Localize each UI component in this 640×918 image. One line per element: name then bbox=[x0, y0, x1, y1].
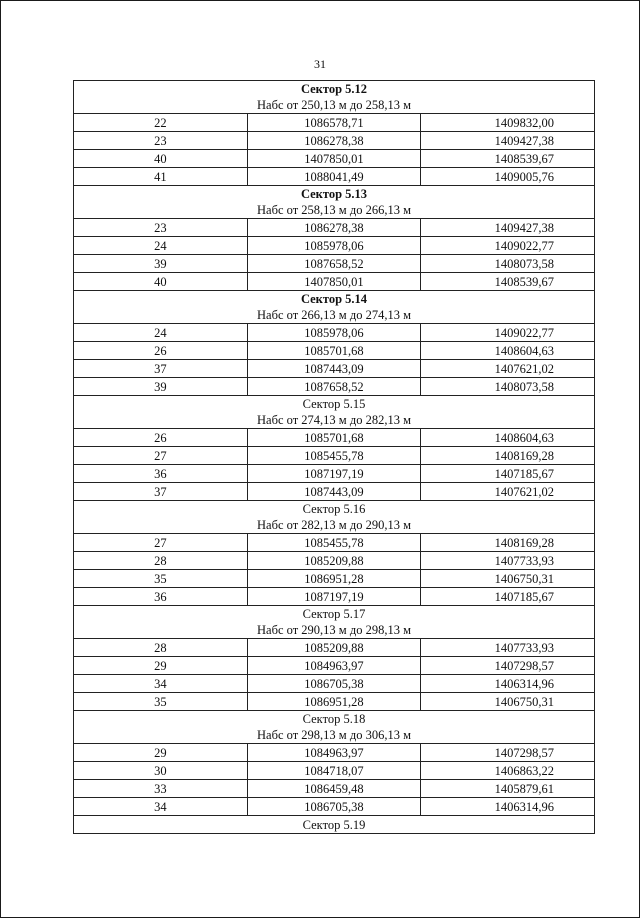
sector-header-row bbox=[74, 81, 595, 114]
point-number-cell: 39 bbox=[74, 378, 248, 396]
table-row bbox=[74, 552, 595, 570]
y-coordinate-cell: 1408539,67 bbox=[421, 273, 595, 291]
sector-range: Набс от 282,13 м до 290,13 м bbox=[257, 518, 411, 532]
y-coordinate-cell: 1406314,96 bbox=[421, 798, 595, 816]
y-coordinate-cell: 1407185,67 bbox=[421, 588, 595, 606]
page-number: 31 bbox=[314, 57, 326, 71]
sector-header-row bbox=[74, 291, 595, 324]
x-coordinate-cell: 1087658,52 bbox=[247, 378, 421, 396]
y-coordinate-cell: 1408073,58 bbox=[421, 255, 595, 273]
table-row bbox=[74, 378, 595, 396]
table-row bbox=[74, 534, 595, 552]
sector-header-row bbox=[74, 816, 595, 834]
y-coordinate-cell: 1409022,77 bbox=[421, 237, 595, 255]
sector-range: Набс от 258,13 м до 266,13 м bbox=[257, 203, 411, 217]
x-coordinate-cell: 1085978,06 bbox=[247, 324, 421, 342]
sector-title: Сектор 5.19 bbox=[302, 817, 366, 832]
y-coordinate-cell: 1406863,22 bbox=[421, 762, 595, 780]
y-coordinate-cell: 1409832,00 bbox=[421, 114, 595, 132]
point-number-cell: 37 bbox=[74, 360, 248, 378]
y-coordinate-cell: 1407621,02 bbox=[421, 483, 595, 501]
x-coordinate-cell: 1087197,19 bbox=[247, 588, 421, 606]
sector-range: Набс от 298,13 м до 306,13 м bbox=[257, 728, 411, 742]
x-coordinate-cell: 1087443,09 bbox=[247, 483, 421, 501]
y-coordinate-cell: 1406750,31 bbox=[421, 693, 595, 711]
y-coordinate-cell: 1409427,38 bbox=[421, 219, 595, 237]
y-coordinate-cell: 1409005,76 bbox=[421, 168, 595, 186]
point-number-cell: 36 bbox=[74, 588, 248, 606]
y-coordinate-cell: 1407733,93 bbox=[421, 552, 595, 570]
y-coordinate-cell: 1409022,77 bbox=[421, 324, 595, 342]
y-coordinate-cell: 1408169,28 bbox=[421, 447, 595, 465]
x-coordinate-cell: 1087443,09 bbox=[247, 360, 421, 378]
x-coordinate-cell: 1085209,88 bbox=[247, 639, 421, 657]
table-row bbox=[74, 429, 595, 447]
sector-title: Сектор 5.16 bbox=[302, 502, 366, 516]
y-coordinate-cell: 1407733,93 bbox=[421, 639, 595, 657]
table-row bbox=[74, 447, 595, 465]
sector-header bbox=[74, 396, 595, 429]
point-number-cell: 34 bbox=[74, 675, 248, 693]
point-number-cell: 27 bbox=[74, 534, 248, 552]
y-coordinate-cell: 1407298,57 bbox=[421, 744, 595, 762]
x-coordinate-cell: 1407850,01 bbox=[247, 150, 421, 168]
point-number-cell: 36 bbox=[74, 465, 248, 483]
sector-range: Набс от 274,13 м до 282,13 м bbox=[257, 413, 411, 427]
x-coordinate-cell: 1084963,97 bbox=[247, 657, 421, 675]
table-row bbox=[74, 465, 595, 483]
point-number-cell: 28 bbox=[74, 639, 248, 657]
x-coordinate-cell: 1085455,78 bbox=[247, 447, 421, 465]
point-number-cell: 28 bbox=[74, 552, 248, 570]
table-row bbox=[74, 693, 595, 711]
point-number-cell: 30 bbox=[74, 762, 248, 780]
table-row bbox=[74, 639, 595, 657]
x-coordinate-cell: 1085701,68 bbox=[247, 342, 421, 360]
sector-header bbox=[74, 816, 595, 834]
sector-header bbox=[74, 291, 595, 324]
sector-header bbox=[74, 501, 595, 534]
point-number-cell: 35 bbox=[74, 570, 248, 588]
y-coordinate-cell: 1407185,67 bbox=[421, 465, 595, 483]
x-coordinate-cell: 1085455,78 bbox=[247, 534, 421, 552]
point-number-cell: 40 bbox=[74, 273, 248, 291]
table-row bbox=[74, 657, 595, 675]
table-row bbox=[74, 588, 595, 606]
sector-header-row bbox=[74, 501, 595, 534]
sector-range: Набс от 266,13 м до 274,13 м bbox=[257, 308, 411, 322]
table-row bbox=[74, 114, 595, 132]
sector-range: Набс от 250,13 м до 258,13 м bbox=[257, 98, 411, 112]
x-coordinate-cell: 1086951,28 bbox=[247, 693, 421, 711]
point-number-cell: 34 bbox=[74, 798, 248, 816]
table-row bbox=[74, 780, 595, 798]
x-coordinate-cell: 1084718,07 bbox=[247, 762, 421, 780]
point-number-cell: 40 bbox=[74, 150, 248, 168]
sector-title: Сектор 5.18 bbox=[302, 712, 366, 726]
table-row bbox=[74, 324, 595, 342]
x-coordinate-cell: 1085209,88 bbox=[247, 552, 421, 570]
x-coordinate-cell: 1085701,68 bbox=[247, 429, 421, 447]
sector-header bbox=[74, 711, 595, 744]
sector-range: Набс от 290,13 м до 298,13 м bbox=[257, 623, 411, 637]
sector-header-row bbox=[74, 186, 595, 219]
sector-header bbox=[74, 186, 595, 219]
sector-header-row bbox=[74, 606, 595, 639]
table-row bbox=[74, 675, 595, 693]
point-number-cell: 24 bbox=[74, 324, 248, 342]
table-row bbox=[74, 237, 595, 255]
table-row bbox=[74, 570, 595, 588]
point-number-cell: 26 bbox=[74, 429, 248, 447]
table-row bbox=[74, 168, 595, 186]
table-row bbox=[74, 150, 595, 168]
sector-header bbox=[74, 606, 595, 639]
point-number-cell: 29 bbox=[74, 657, 248, 675]
point-number-cell: 24 bbox=[74, 237, 248, 255]
sector-title: Сектор 5.15 bbox=[302, 397, 366, 411]
point-number-cell: 23 bbox=[74, 219, 248, 237]
table-row bbox=[74, 219, 595, 237]
table-row bbox=[74, 132, 595, 150]
x-coordinate-cell: 1087658,52 bbox=[247, 255, 421, 273]
table-row bbox=[74, 360, 595, 378]
sector-title: Сектор 5.12 bbox=[300, 82, 368, 96]
point-number-cell: 37 bbox=[74, 483, 248, 501]
point-number-cell: 22 bbox=[74, 114, 248, 132]
x-coordinate-cell: 1086578,71 bbox=[247, 114, 421, 132]
table-row bbox=[74, 744, 595, 762]
x-coordinate-cell: 1086278,38 bbox=[247, 132, 421, 150]
table-row bbox=[74, 342, 595, 360]
y-coordinate-cell: 1408604,63 bbox=[421, 342, 595, 360]
y-coordinate-cell: 1409427,38 bbox=[421, 132, 595, 150]
sector-title: Сектор 5.13 bbox=[300, 187, 368, 201]
sector-header-row bbox=[74, 396, 595, 429]
x-coordinate-cell: 1407850,01 bbox=[247, 273, 421, 291]
point-number-cell: 41 bbox=[74, 168, 248, 186]
point-number-cell: 35 bbox=[74, 693, 248, 711]
point-number-cell: 33 bbox=[74, 780, 248, 798]
point-number-cell: 27 bbox=[74, 447, 248, 465]
coordinates-table bbox=[73, 80, 595, 834]
y-coordinate-cell: 1408169,28 bbox=[421, 534, 595, 552]
y-coordinate-cell: 1408073,58 bbox=[421, 378, 595, 396]
point-number-cell: 29 bbox=[74, 744, 248, 762]
y-coordinate-cell: 1406750,31 bbox=[421, 570, 595, 588]
point-number-cell: 23 bbox=[74, 132, 248, 150]
x-coordinate-cell: 1086459,48 bbox=[247, 780, 421, 798]
x-coordinate-cell: 1086705,38 bbox=[247, 675, 421, 693]
x-coordinate-cell: 1086278,38 bbox=[247, 219, 421, 237]
y-coordinate-cell: 1408539,67 bbox=[421, 150, 595, 168]
sector-title: Сектор 5.14 bbox=[300, 292, 368, 306]
x-coordinate-cell: 1086705,38 bbox=[247, 798, 421, 816]
x-coordinate-cell: 1087197,19 bbox=[247, 465, 421, 483]
y-coordinate-cell: 1406314,96 bbox=[421, 675, 595, 693]
x-coordinate-cell: 1085978,06 bbox=[247, 237, 421, 255]
table-row bbox=[74, 483, 595, 501]
x-coordinate-cell: 1088041,49 bbox=[247, 168, 421, 186]
table-row bbox=[74, 273, 595, 291]
y-coordinate-cell: 1408604,63 bbox=[421, 429, 595, 447]
sector-title: Сектор 5.17 bbox=[302, 607, 366, 621]
y-coordinate-cell: 1407298,57 bbox=[421, 657, 595, 675]
coordinates-table-body bbox=[74, 81, 595, 834]
table-row bbox=[74, 798, 595, 816]
point-number-cell: 39 bbox=[74, 255, 248, 273]
sector-header bbox=[74, 81, 595, 114]
point-number-cell: 26 bbox=[74, 342, 248, 360]
x-coordinate-cell: 1084963,97 bbox=[247, 744, 421, 762]
sector-header-row bbox=[74, 711, 595, 744]
table-row bbox=[74, 762, 595, 780]
y-coordinate-cell: 1405879,61 bbox=[421, 780, 595, 798]
x-coordinate-cell: 1086951,28 bbox=[247, 570, 421, 588]
table-row bbox=[74, 255, 595, 273]
y-coordinate-cell: 1407621,02 bbox=[421, 360, 595, 378]
